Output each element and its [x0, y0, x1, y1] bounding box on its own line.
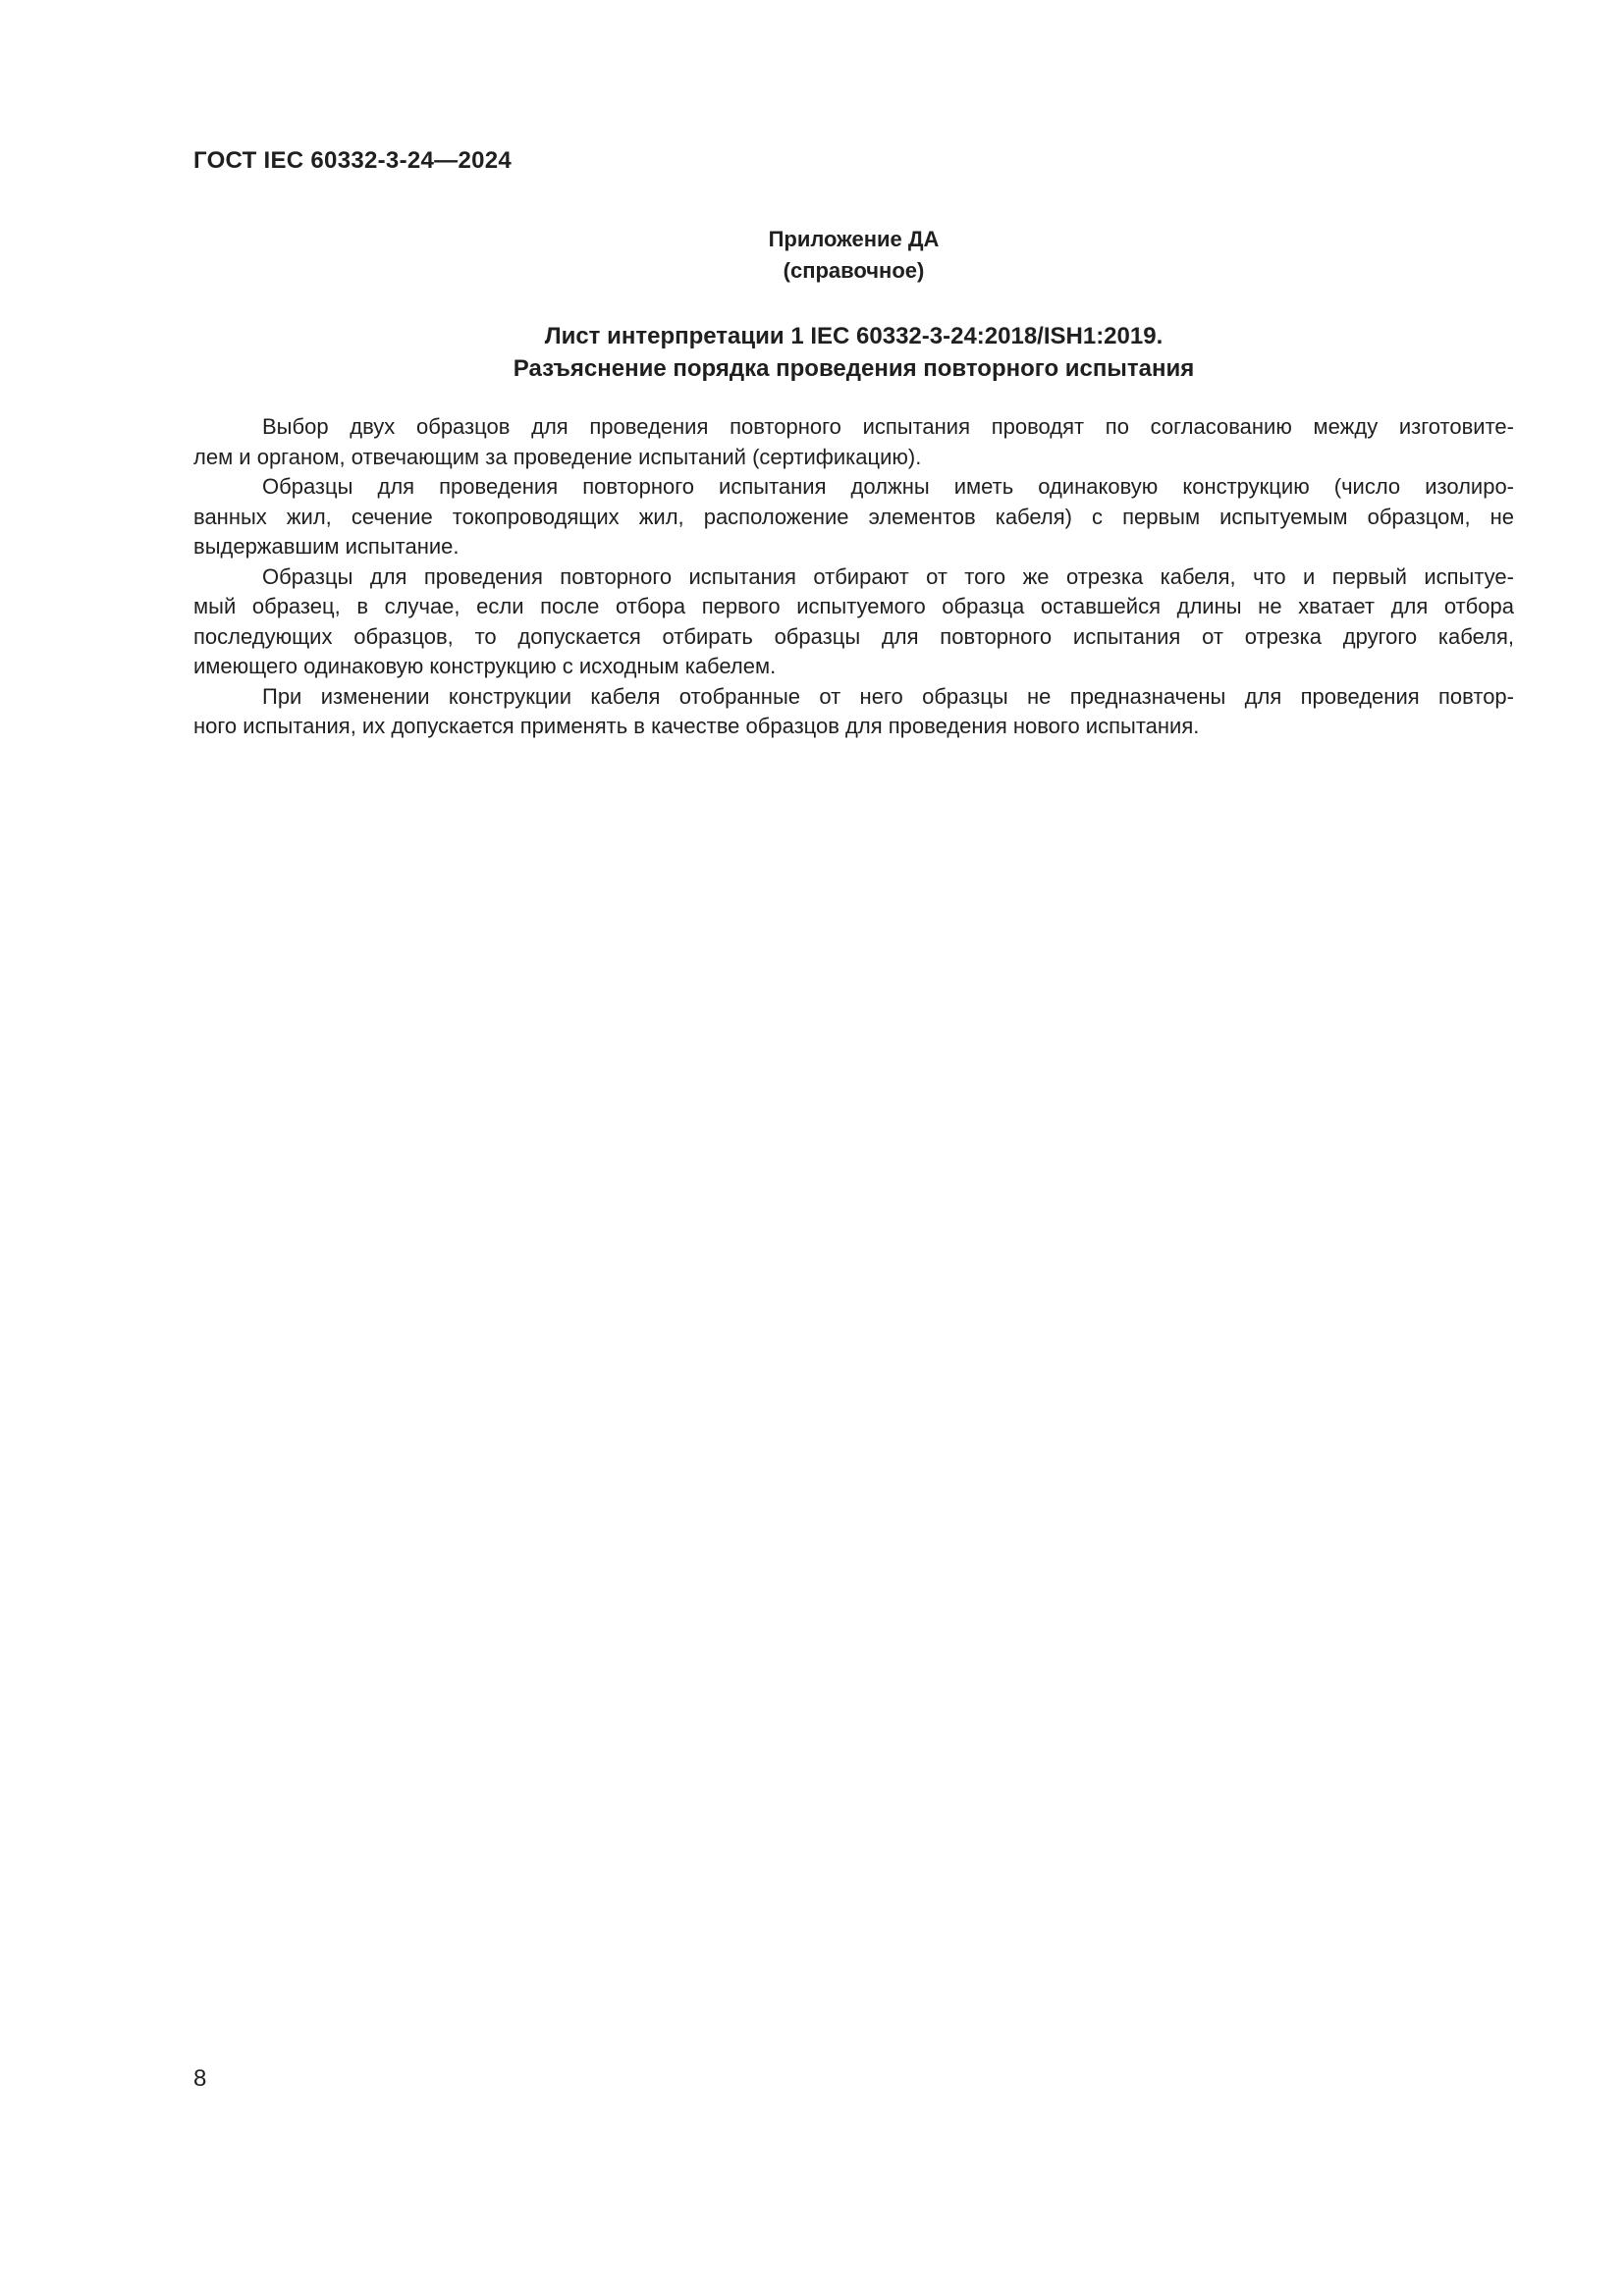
appendix-subtitle: (справочное)	[783, 258, 925, 283]
body-text	[193, 412, 1514, 742]
paragraph-2	[193, 472, 1514, 562]
text-line: Образцы для проведения повторного испытания должны иметь одинаковую конструкцию (число изолиро-	[262, 474, 1514, 499]
section-title-line-2: Разъяснение порядка проведения повторного испытания	[513, 355, 1195, 382]
text-line: имеющего одинаковую конструкцию с исходным кабелем.	[193, 654, 777, 678]
document-code: ГОСТ IEC 60332-3-24—2024	[193, 147, 513, 174]
text-line: лем и органом, отвечающим за проведение испытаний (сертификацию).	[193, 444, 922, 469]
text-line: выдержавшим испытание.	[193, 534, 460, 559]
text-line: Выбор двух образцов для проведения повторного испытания проводят по согласованию между изготовите-	[262, 414, 1514, 439]
text-line: ного испытания, их допускается применять в качестве образцов для проведения нового испытания.	[193, 714, 1200, 738]
text-line: При изменении конструкции кабеля отобранные от него образцы не предназначены для проведения повтор-	[262, 683, 1514, 709]
text-line: Образцы для проведения повторного испытания отбирают от того же отрезка кабеля, что и первый испытуе-	[262, 563, 1514, 589]
text-line: мый образец, в случае, если после отбора первого испытуемого образца оставшейся длины не хватает для отбора	[193, 594, 1514, 618]
text-line: последующих образцов, то допускается отбирать образцы для повторного испытания от отрезка другого кабеля,	[193, 623, 1514, 649]
text-line: ванных жил, сечение токопроводящих жил, расположение элементов кабеля) с первым испытуемым образцом, не	[193, 504, 1514, 529]
paragraph-1	[193, 412, 1514, 472]
section-title-line-1: Лист интерпретации 1 IEC 60332-3-24:2018/ISH1:2019.	[544, 323, 1164, 349]
page-number: 8	[193, 2065, 207, 2092]
section-title	[193, 320, 1514, 385]
appendix-title: Приложение ДА	[768, 227, 940, 251]
paragraph-3	[193, 562, 1514, 682]
paragraph-4	[193, 682, 1514, 742]
appendix-heading	[193, 224, 1514, 287]
